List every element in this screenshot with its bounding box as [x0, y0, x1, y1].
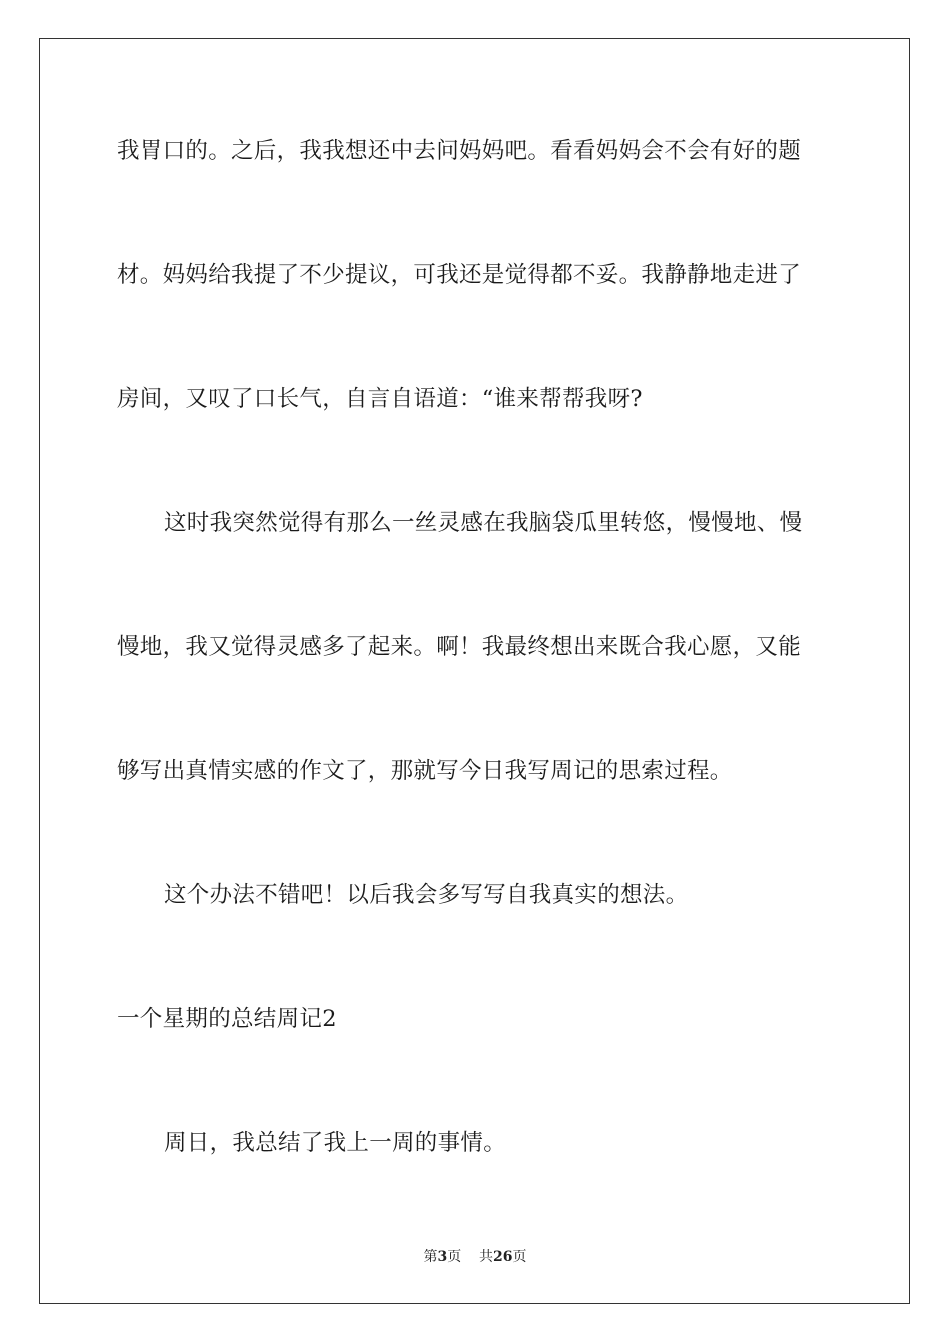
page-border — [39, 38, 910, 1304]
paragraph-first-line: 周日，我总结了我上一周的事情。 — [164, 1130, 507, 1156]
footer-total-unit: 页 — [512, 1249, 527, 1265]
paragraph-first-line: 这个办法不错吧！以后我会多写写自我真实的想法。 — [164, 882, 689, 908]
total-pages-number: 26 — [493, 1249, 513, 1265]
body-text-line: 材。妈妈给我提了不少提议，可我还是觉得都不妥。我静静地走进了 — [117, 262, 802, 288]
body-text-line: 够写出真情实感的作文了，那就写今日我写周记的思索过程。 — [117, 758, 733, 784]
current-page-number: 3 — [437, 1249, 448, 1265]
footer-page-unit: 页 — [447, 1249, 462, 1265]
body-text-line: 房间，又叹了口长气，自言自语道：“谁来帮帮我呀? — [117, 386, 643, 412]
paragraph-first-line: 这时我突然觉得有那么一丝灵感在我脑袋瓜里转悠，慢慢地、慢 — [164, 510, 803, 536]
body-text-line: 慢地，我又觉得灵感多了起来。啊！我最终想出来既合我心愿，又能 — [117, 634, 802, 660]
footer-total-prefix: 共 — [479, 1249, 494, 1265]
body-text-line: 我胃口的。之后，我我想还中去问妈妈吧。看看妈妈会不会有好的题 — [117, 138, 802, 164]
page-footer — [0, 1247, 950, 1267]
footer-prefix: 第 — [423, 1249, 438, 1265]
section-heading: 一个星期的总结周记2 — [117, 1006, 337, 1032]
